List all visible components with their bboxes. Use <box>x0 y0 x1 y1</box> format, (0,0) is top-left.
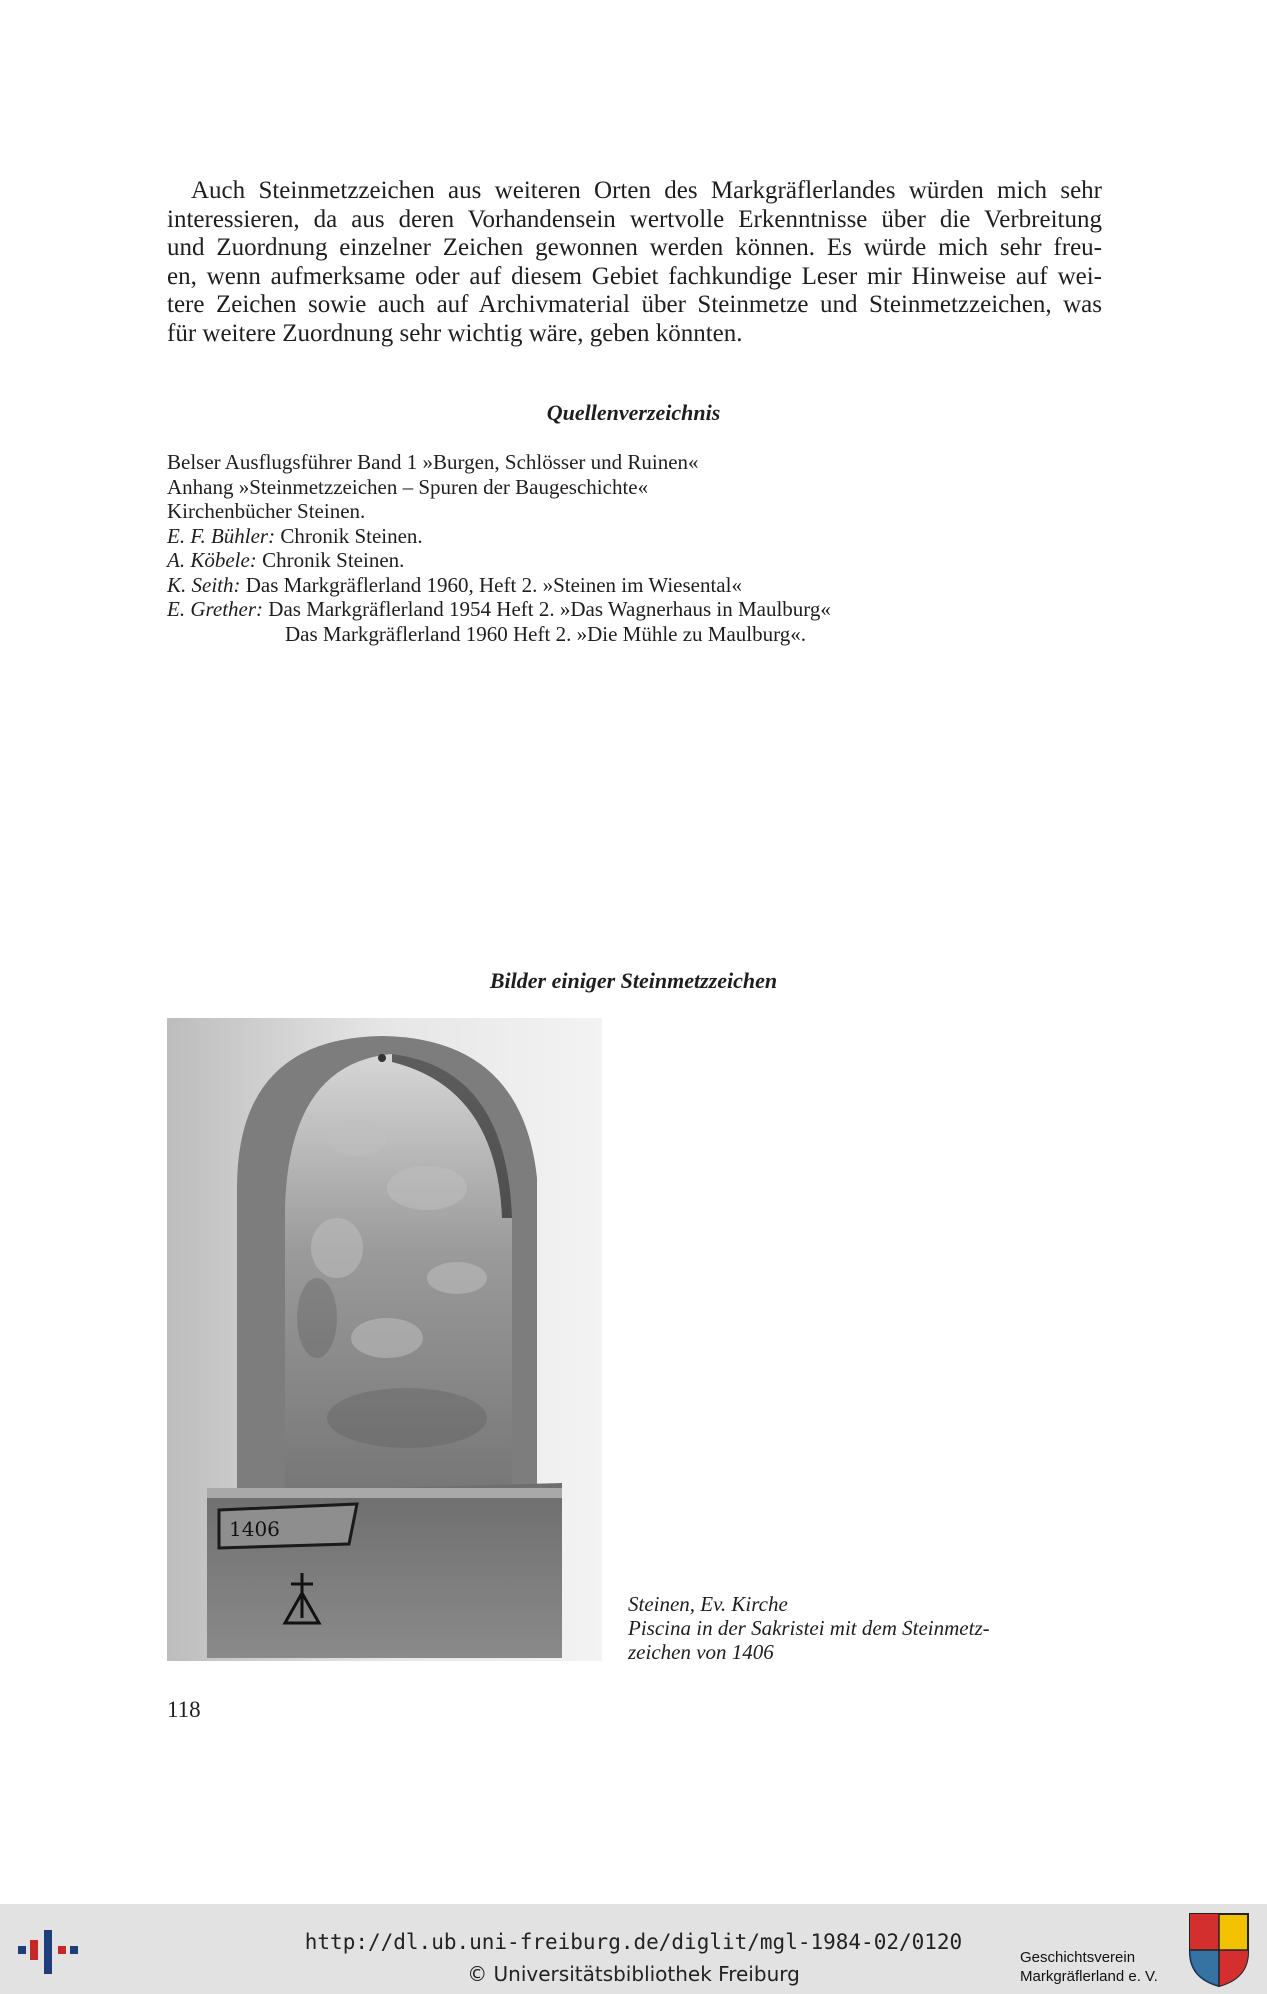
paragraph-line: für weitere Zuordnung sehr wichtig wäre, geben könnten. <box>167 319 743 347</box>
source-entry: Kirchenbücher Steinen. <box>167 499 366 523</box>
source-entry: K. Seith: Das Markgräflerland 1960, Heft 2. »Steinen im Wiesental« <box>167 572 742 597</box>
paragraph-line: interessieren, da aus deren Vorhandensein wertvolle Erkenntnisse über die Verbreitung <box>167 205 1102 233</box>
source-entry: Anhang »Steinmetzzeichen – Spuren der Baugeschichte« <box>167 474 649 499</box>
source-entry: E. F. Bühler: Chronik Steinen. <box>167 523 423 548</box>
paragraph-line: tere Zeichen sowie auch auf Archivmaterial über Steinmetze und Steinmetzzeichen, was <box>167 291 1102 319</box>
sources-heading: Quellenverzeichnis <box>546 400 721 425</box>
document-url-link[interactable]: http://dl.ub.uni-freiburg.de/diglit/mgl-1984-02/0120 <box>304 1930 963 1954</box>
figures-heading: Bilder einiger Steinmetzzeichen <box>489 968 778 993</box>
caption-line: Steinen, Ev. Kirche <box>628 1592 788 1616</box>
sources-list <box>167 450 1067 646</box>
caption-line: Piscina in der Sakristei mit dem Steinmetz- <box>628 1616 990 1640</box>
svg-text:1406: 1406 <box>229 1517 280 1541</box>
source-entry-continuation: Das Markgräflerland 1960 Heft 2. »Die Mühle zu Maulburg«. <box>285 621 806 646</box>
coat-of-arms-icon <box>1188 1912 1250 1993</box>
source-entry: A. Köbele: Chronik Steinen. <box>167 548 405 572</box>
paragraph-line: und Zuordnung einzelner Zeichen gewonnen werden können. Es würde mich sehr freu- <box>167 234 1102 262</box>
photo-caption <box>628 1592 1068 1664</box>
caption-line: zeichen von 1406 <box>628 1640 774 1664</box>
paragraph-line: Auch Steinmetzzeichen aus weiteren Orten des Markgräflerlandes würden mich sehr <box>191 177 1102 204</box>
society-name: Geschichtsverein Markgräflerland e. V. <box>1020 1949 1158 1985</box>
copyright-text: © Universitätsbibliothek Freiburg <box>467 1962 800 1986</box>
body-paragraph <box>167 177 1102 349</box>
footer-bar <box>0 1904 1267 1994</box>
source-entry: E. Grether: Das Markgräflerland 1954 Heft 2. »Das Wagnerhaus in Maulburg« <box>167 597 831 621</box>
piscina-photo <box>167 1018 602 1661</box>
paragraph-line: en, wenn aufmerksame oder auf diesem Gebiet fachkundige Leser mir Hinweise auf wei- <box>167 262 1102 290</box>
source-entry: Belser Ausflugsführer Band 1 »Burgen, Schlösser und Ruinen« <box>167 450 699 474</box>
page-number: 118 <box>167 1697 201 1722</box>
